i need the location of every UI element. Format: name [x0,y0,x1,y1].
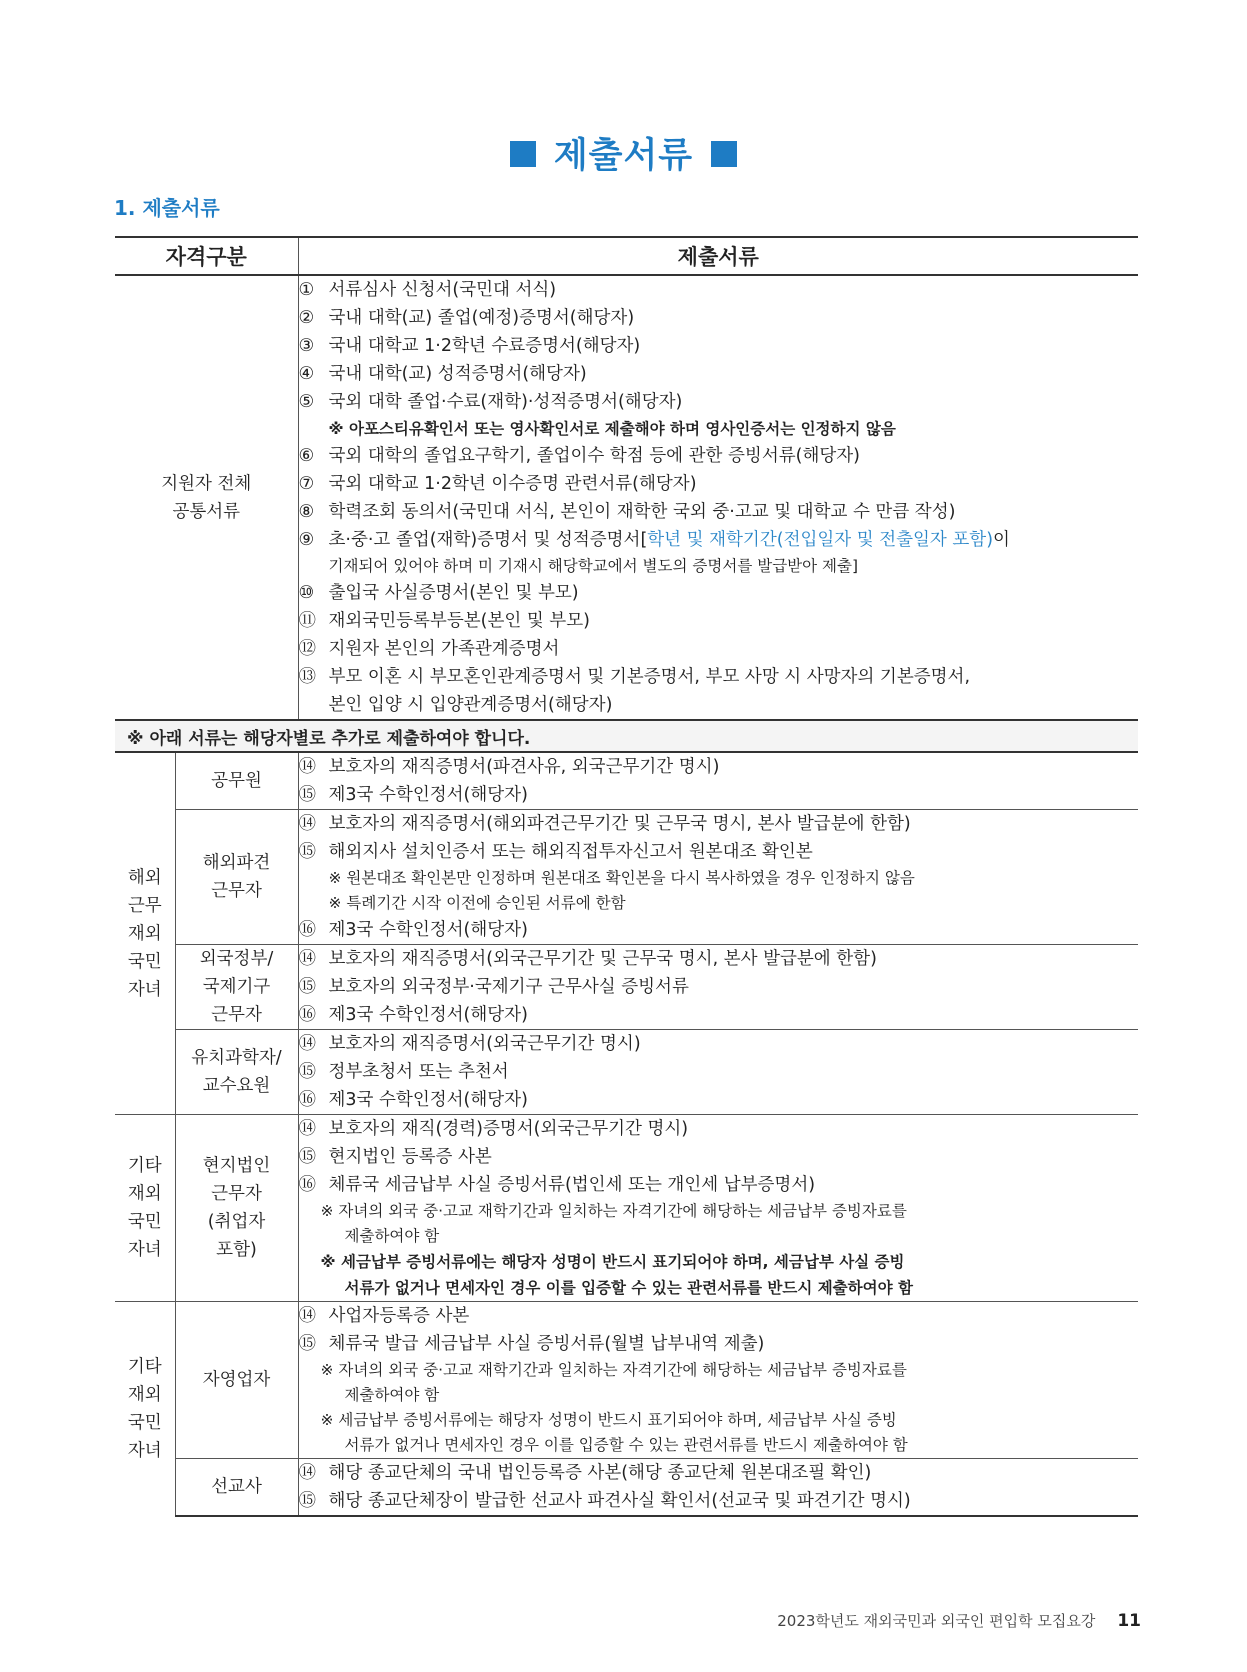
list-item: ⑭ 보호자의 재직증명서(파견사유, 외국근무기간 명시) [298,757,720,777]
list-item: ⑮ 해외지사 설치인증서 또는 해외직접투자신고서 원본대조 확인본 [298,842,813,862]
note-text: ※ 자녀의 외국 중·고교 재학기간과 일치하는 자격기간에 해당하는 세금납부 증빙자료를 [320,1361,907,1379]
list-item: ④ 국내 대학(교) 성적증명서(해당자) [298,364,587,384]
column-header-qualification: 자격구분 [115,237,298,275]
group-label-other-2: 기타 재외 국민 자녀 [115,1302,175,1517]
list-item: ⑮ 정부초청서 또는 추천서 [298,1062,509,1082]
note-text: 제출하여야 함 [344,1386,440,1404]
list-item: ⑮ 현지법인 등록증 사본 [298,1147,492,1167]
list-item-continuation: 본인 입양 시 입양관계증명서(해당자) [328,695,613,715]
common-docs-list [298,275,1138,720]
list-item: ⑪ 재외국민등록부등본(본인 및 부모) [298,611,590,631]
group-label-overseas-work: 해외 근무 재외 국민 자녀 [115,752,175,1115]
list-item-continuation: 기재되어 있어야 하며 미 기재시 해당학교에서 별도의 증명서를 발급받아 제출] [328,557,859,575]
list-item: ⑨ 초·중·고 졸업(재학)증명서 및 성적증명서[학년 및 재학기간(전입일자 및 전출일자 포함)이 [298,530,1010,550]
list-item: ② 국내 대학(교) 졸업(예정)증명서(해당자) [298,308,635,328]
list-item: ⑬ 부모 이혼 시 부모혼인관계증명서 및 기본증명서, 부모 사망 시 사망자의 기본증명서, [298,667,971,687]
list-item: ⑭ 해당 종교단체의 국내 법인등록증 사본(해당 종교단체 원본대조필 확인) [298,1463,872,1483]
list-item: ⑭ 보호자의 재직증명서(외국근무기간 명시) [298,1034,641,1054]
note-text-bold: 서류가 없거나 면세자인 경우 이를 입증할 수 있는 관련서류를 반드시 제출하여야 함 [344,1279,913,1297]
page-number: 11 [1117,1611,1141,1631]
documents-table [115,236,1138,1517]
note-text: ※ 세금납부 증빙서류에는 해당자 성명이 반드시 표기되어야 하며, 세금납부 사실 증빙 [320,1411,897,1429]
note-text: ※ 특례기간 시작 이전에 승인된 서류에 한함 [328,894,626,912]
list-item: ⑫ 지원자 본인의 가족관계증명서 [298,639,560,659]
page-title: 제출서류 [0,128,1247,178]
list-item: ⑥ 국외 대학의 졸업요구학기, 졸업이수 학점 등에 관한 증빙서류(해당자) [298,446,860,466]
highlight-text: 학년 및 재학기간(전입일자 및 전출일자 포함) [647,530,994,550]
list-item: ⑯ 제3국 수학인정서(해당자) [298,920,528,940]
square-bullet-icon [510,141,536,167]
list-item: ⑮ 제3국 수학인정서(해당자) [298,785,528,805]
qualification-cell-common: 지원자 전체 공통서류 [115,275,298,720]
list-item: ⑭ 보호자의 재직(경력)증명서(외국근무기간 명시) [298,1119,689,1139]
list-item: ⑩ 출입국 사실증명서(본인 및 부모) [298,583,579,603]
group-label-other-1: 기타 재외 국민 자녀 [115,1115,175,1302]
note-text: ※ 자녀의 외국 중·고교 재학기간과 일치하는 자격기간에 해당하는 세금납부 증빙자료를 [320,1202,907,1220]
list-item: ⑮ 보호자의 외국정부·국제기구 근무사실 증빙서류 [298,977,689,997]
note-text: 서류가 없거나 면세자인 경우 이를 입증할 수 있는 관련서류를 반드시 제출하여야 함 [344,1436,908,1454]
square-bullet-icon [711,141,737,167]
self-employed-docs [298,1302,1138,1459]
list-item: ⑭ 사업자등록증 사본 [298,1306,470,1326]
dispatch-docs [298,810,1138,945]
column-header-documents: 제출서류 [298,237,1138,275]
page-footer [777,1610,1141,1631]
list-item: ⑧ 학력조회 동의서(국민대 서식, 본인이 재학한 국외 중·고교 및 대학교 수 만큼 작성) [298,502,956,522]
section-heading: 1. 제출서류 [114,196,220,220]
scholar-docs [298,1030,1138,1115]
list-item: ⑭ 보호자의 재직증명서(외국근무기간 및 근무국 명시, 본사 발급분에 한함) [298,949,877,969]
list-item: ⑮ 해당 종교단체장이 발급한 선교사 파견사실 확인서(선교국 및 파견기간 명시) [298,1491,911,1511]
list-item: ⑮ 체류국 발급 세금납부 사실 증빙서류(월별 납부내역 제출) [298,1334,765,1354]
sub-label-scholar: 유치과학자/ 교수요원 [175,1030,298,1115]
sub-label-overseas-dispatch: 해외파견 근무자 [175,810,298,945]
civil-servant-docs [298,752,1138,810]
footer-text: 2023학년도 재외국민과 외국인 편입학 모집요강 [777,1612,1096,1630]
list-item: ⑤ 국외 대학 졸업·수료(재학)·성적증명서(해당자) [298,392,683,412]
note-text: ※ 원본대조 확인본만 인정하며 원본대조 확인본을 다시 복사하였을 경우 인정하지 않음 [328,869,915,887]
sub-label-intl-org: 외국정부/ 국제기구 근무자 [175,945,298,1030]
sub-label-missionary: 선교사 [175,1459,298,1517]
notice-row: ※ 아래 서류는 해당자별로 추가로 제출하여야 합니다. [115,720,1138,752]
note-text-bold: ※ 세금납부 증빙서류에는 해당자 성명이 반드시 표기되어야 하며, 세금납부 사실 증빙 [320,1253,905,1271]
list-item: ③ 국내 대학교 1·2학년 수료증명서(해당자) [298,336,641,356]
note-text: 제출하여야 함 [344,1227,440,1245]
sub-label-self-employed: 자영업자 [175,1302,298,1459]
list-item: ⑯ 체류국 세금납부 사실 증빙서류(법인세 또는 개인세 납부증명서) [298,1175,816,1195]
local-corp-docs [298,1115,1138,1302]
list-item: ⑯ 제3국 수학인정서(해당자) [298,1005,528,1025]
intl-org-docs [298,945,1138,1030]
list-item: ① 서류심사 신청서(국민대 서식) [298,280,557,300]
sub-label-local-corp: 현지법인 근무자 (취업자 포함) [175,1115,298,1302]
list-item: ⑯ 제3국 수학인정서(해당자) [298,1090,528,1110]
sub-label-civil-servant: 공무원 [175,752,298,810]
note-text: ※ 아포스티유확인서 또는 영사확인서로 제출해야 하며 영사인증서는 인정하지 않음 [328,420,896,438]
list-item: ⑭ 보호자의 재직증명서(해외파견근무기간 및 근무국 명시, 본사 발급분에 한함) [298,814,911,834]
list-item: ⑦ 국외 대학교 1·2학년 이수증명 관련서류(해당자) [298,474,697,494]
missionary-docs [298,1459,1138,1517]
